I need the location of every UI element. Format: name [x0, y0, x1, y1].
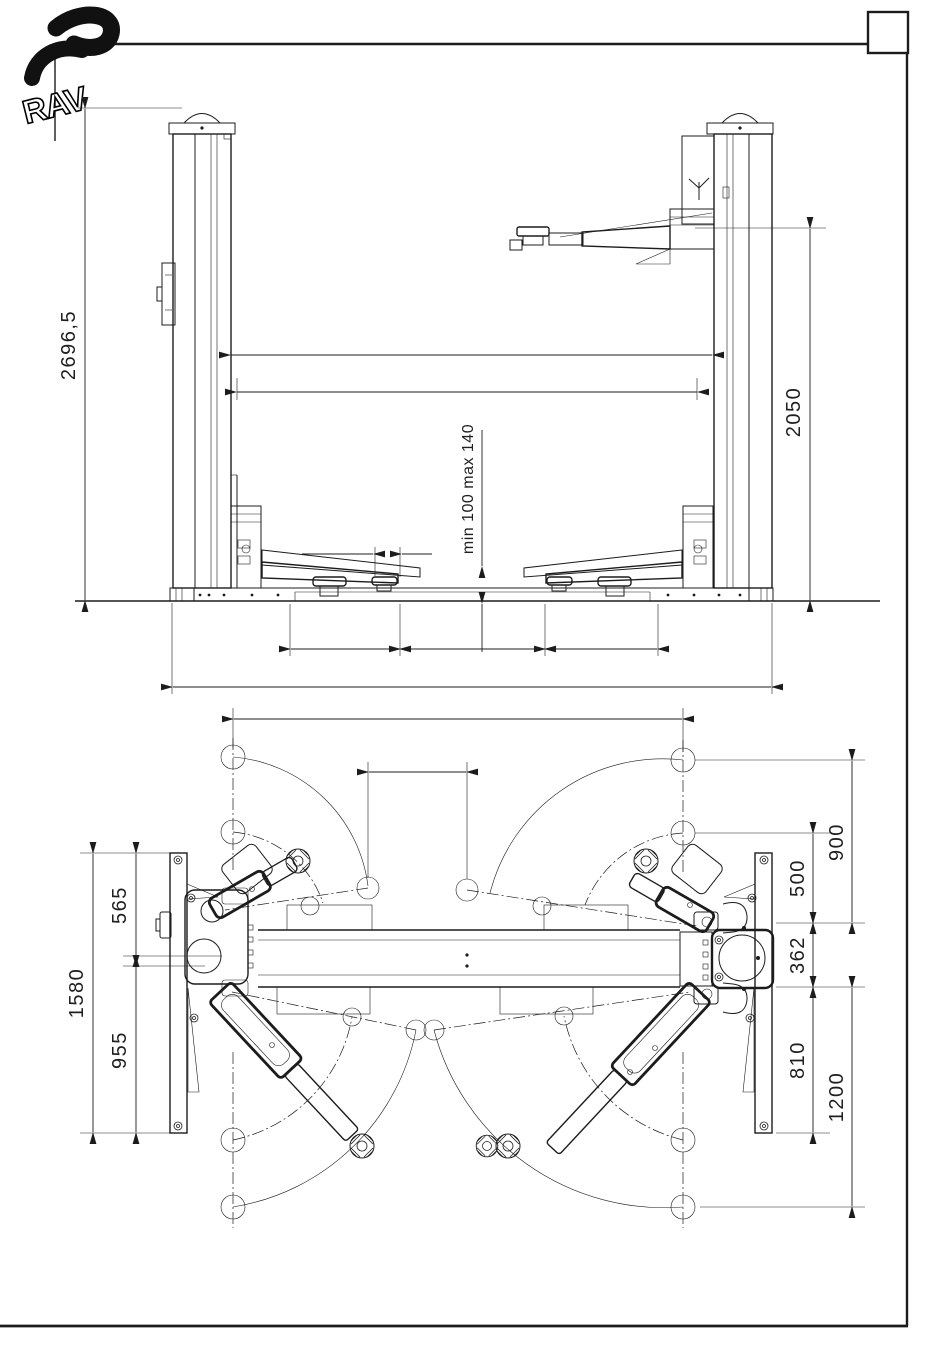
swing-position-markers: [221, 745, 695, 1219]
dim-label-baseplate-length: 1580: [66, 967, 88, 1019]
dim-label-overall-height: 2696,5: [58, 309, 80, 381]
right-carriage: [680, 903, 773, 1014]
base-frame-beam: [258, 905, 680, 1014]
arm-pad: [286, 849, 310, 873]
left-column: [157, 114, 237, 589]
dim-overall-height: [58, 108, 182, 600]
dim-label-pad-height-range: min 100 max 140: [460, 423, 477, 555]
lift-pad: [372, 577, 397, 585]
dim-label-long-arm-mid: 810: [787, 1041, 809, 1079]
rav-logo-icon: [19, 15, 112, 131]
power-unit: [682, 136, 714, 224]
dim-label-long-arm-reach: 1200: [826, 1071, 848, 1123]
dim-overall-width: [172, 603, 772, 694]
right-lowered-arm: [524, 506, 713, 596]
dim-long-arm-reach: [826, 988, 852, 1206]
dim-label-center-to-plate-bottom: 955: [109, 1031, 131, 1069]
arm-swing-arcs: [225, 757, 697, 1208]
dim-short-arm-reach: [826, 761, 852, 922]
front-elevation-view: [58, 108, 880, 694]
raised-arm: [510, 209, 714, 264]
dim-long-arm-mid: [787, 988, 813, 1132]
dim-label-short-arm-reach: 900: [826, 823, 848, 861]
dim-clearance-between-columns: [231, 355, 712, 400]
dim-inner-swing: [368, 762, 467, 879]
arm-pad: [476, 1135, 498, 1157]
dim-baseplate-length: [66, 854, 93, 1132]
plan-dims-right: [695, 760, 865, 1207]
dim-plate-top-to-center: [109, 854, 136, 955]
arm-pad: [496, 1134, 520, 1158]
dim-label-plate-top-to-center: 565: [109, 886, 131, 924]
dim-short-arm-mid: [787, 834, 813, 922]
right-column: [682, 114, 773, 589]
dim-pad-height-range: [460, 424, 482, 652]
dim-chain-base: [290, 604, 658, 656]
plan-view: [66, 708, 865, 1228]
arm-pad: [634, 849, 658, 873]
left-lowered-arm: [231, 506, 420, 596]
long-arm-rear-right: [476, 982, 711, 1160]
dim-column-centers: [233, 708, 683, 752]
dim-label-carriage-span: 362: [787, 936, 809, 974]
dim-center-to-plate-bottom: [109, 967, 136, 1132]
dim-carriage-span: [787, 924, 813, 986]
right-base-plate: [724, 853, 772, 1133]
logo-text: RAV: [18, 79, 91, 131]
title-box: [868, 12, 908, 53]
lift-pad: [517, 227, 549, 236]
short-arm-front-right: [627, 842, 725, 934]
lift-pad: [547, 577, 572, 585]
base-plates: [170, 588, 773, 601]
dim-label-short-arm-mid: 500: [787, 859, 809, 897]
dim-label-max-lift-height: 2050: [783, 386, 805, 438]
